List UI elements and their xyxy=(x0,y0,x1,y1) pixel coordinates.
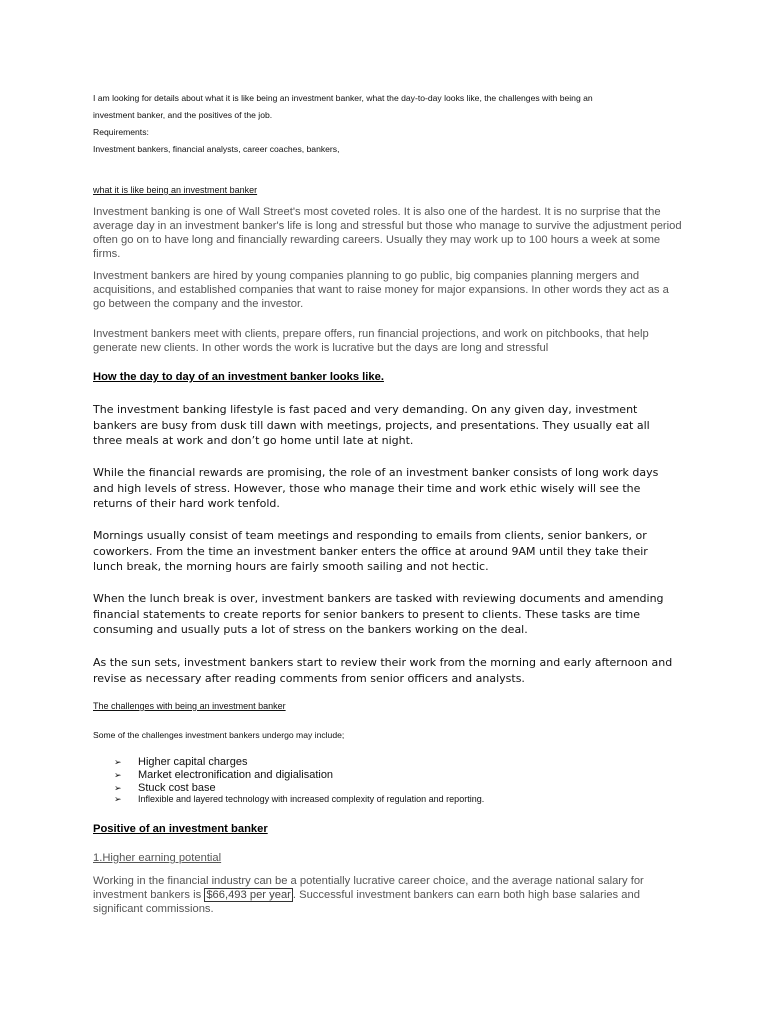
intro-line-1: I am looking for details about what it is like being an investment banker, what the day-to-day looks like, the challenges with being an xyxy=(93,93,593,103)
challenges-caption: Some of the challenges investment bankers undergo may include; xyxy=(93,730,345,740)
list-item xyxy=(114,782,484,795)
arrow-bullet-icon: ➢ xyxy=(114,769,122,780)
list-item xyxy=(114,756,484,769)
section3-heading: The challenges with being an investment banker xyxy=(93,701,286,711)
list-item-text: Higher capital charges xyxy=(138,756,248,768)
section1-heading: what it is like being an investment banker xyxy=(93,185,258,195)
salary-highlight: $66,493 per year xyxy=(206,888,291,901)
list-item xyxy=(114,794,484,807)
list-item-text: Inflexible and layered technology with increased complexity of regulation and reporting. xyxy=(138,794,485,805)
section1-paragraph-2: Investment bankers are hired by young companies planning to go public, big companies planning mergers and acquisitions, and established companies that want to raise money for major expansions. In other words they act as a go between the company and the investor. xyxy=(93,270,669,310)
requirements-list: Investment bankers, financial analysts, career coaches, bankers, xyxy=(93,144,340,154)
section2-paragraph-1: The investment banking lifestyle is fast paced and very demanding. On any given day, investment bankers are busy from dusk till dawn with meetings, projects, and presentations. They usually eat all three meals at work and don’t go home until late at night. xyxy=(93,403,650,448)
section2-heading: How the day to day of an investment banker looks like. xyxy=(93,371,384,383)
section2-paragraph-4: When the lunch break is over, investment bankers are tasked with reviewing documents and amending financial statements to create reports for senior bankers to present to clients. These tasks are time consuming and usually puts a lot of stress on the bankers working on the deal. xyxy=(93,592,664,637)
challenges-list xyxy=(114,756,484,807)
list-item xyxy=(114,769,484,782)
salary-text-after: . Successful investment bankers can earn both high base salaries and significant commissions. xyxy=(93,888,640,915)
section1-paragraph-3: Investment bankers meet with clients, prepare offers, run financial projections, and work on pitchbooks, that help generate new clients. In other words the work is lucrative but the days are long and stressful xyxy=(93,328,649,354)
section2-paragraph-5: As the sun sets, investment bankers start to review their work from the morning and early afternoon and revise as necessary after reading comments from senior officers and analysts. xyxy=(93,656,673,685)
arrow-bullet-icon: ➢ xyxy=(114,757,122,767)
section4-paragraph-1 xyxy=(93,875,683,917)
salary-text-before: Working in the financial industry can be a potentially lucrative career choice, and the average national salary for investment bankers is xyxy=(93,875,644,901)
intro-line-2: investment banker, and the positives of the job. xyxy=(93,110,273,120)
section1-paragraph-1: Investment banking is one of Wall Street's most coveted roles. It is also one of the hardest. It is no surprise that the average day in an investment banker's life is long and stressful but those who manage to survive the adjustment period often go on to have long and financially rewarding careers. Usually they may work up to 100 hours a week at some firms. xyxy=(93,206,682,260)
section4-heading: Positive of an investment banker xyxy=(93,823,268,835)
intro-block xyxy=(93,90,693,158)
section2-paragraph-2: While the financial rewards are promising, the role of an investment banker consists of long work days and high levels of stress. However, those who manage their time and work ethic wisely will see the returns of their hard work tenfold. xyxy=(93,466,659,511)
list-item-text: Market electronification and digialisation xyxy=(138,768,334,781)
arrow-bullet-icon: ➢ xyxy=(114,794,122,805)
list-item-text: Stuck cost base xyxy=(138,781,216,794)
section2-paragraph-3: Mornings usually consist of team meetings and responding to emails from clients, senior bankers, or coworkers. From the time an investment banker enters the office at around 9AM until they take their lunch break, the morning hours are fairly smooth sailing and not hectic. xyxy=(93,529,648,574)
requirements-label: Requirements: xyxy=(93,127,149,137)
arrow-bullet-icon: ➢ xyxy=(114,782,122,793)
section4-subheading: 1.Higher earning potential xyxy=(93,852,222,864)
